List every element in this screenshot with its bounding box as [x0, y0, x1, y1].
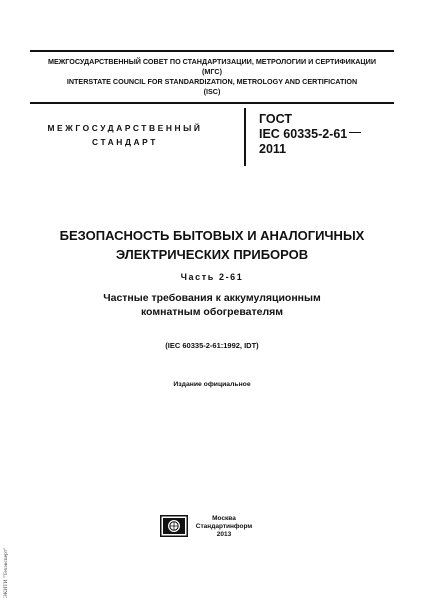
standard-type-line1: МЕЖГОСУДАРСТВЕННЫЙ — [47, 123, 203, 133]
subtitle-line1: Частные требования к аккумуляционным — [103, 292, 321, 304]
watermark — [3, 530, 13, 600]
publisher-city: Москва — [212, 515, 236, 522]
edition-note: Издание официальное — [173, 381, 251, 388]
subtitle-line2: комнатным обогревателям — [140, 306, 284, 318]
standard-type — [40, 121, 210, 149]
designation-dash — [349, 132, 361, 134]
document-subtitle — [0, 291, 424, 319]
publisher-name: Стандартинформ — [195, 523, 253, 530]
designation-gost: ГОСТ — [259, 112, 292, 126]
council-abbr-ru: (МГС) — [202, 67, 222, 76]
part-number: Часть 2-61 — [180, 272, 244, 282]
watermark-text: ЭКИТИ "Техэксперт" — [3, 547, 9, 598]
council-abbr-en: (ISC) — [203, 87, 221, 96]
title-line2: ЭЛЕКТРИЧЕСКИХ ПРИБОРОВ — [115, 247, 309, 262]
council-header — [30, 50, 394, 104]
title-line1: БЕЗОПАСНОСТЬ БЫТОВЫХ И АНАЛОГИЧНЫХ — [59, 228, 365, 243]
standard-designation — [259, 112, 361, 157]
council-name-ru: МЕЖГОСУДАРСТВЕННЫЙ СОВЕТ ПО СТАНДАРТИЗАЦИИ, МЕТРОЛОГИИ И СЕРТИФИКАЦИИ — [47, 57, 377, 66]
publisher-block — [194, 515, 254, 539]
standard-type-line2: СТАНДАРТ — [92, 137, 158, 147]
council-name-en: INTERSTATE COUNCIL FOR STANDARDIZATION, METROLOGY AND CERTIFICATION — [66, 77, 358, 86]
document-title — [0, 226, 424, 264]
designation-number: IEC 60335-2-61 — [259, 127, 348, 141]
standartinform-logo-icon — [160, 515, 188, 537]
iec-reference: (IEC 60335-2-61:1992, IDT) — [165, 341, 259, 350]
designation-year: 2011 — [259, 142, 287, 156]
divider-vertical — [244, 108, 246, 166]
publisher-year: 2013 — [216, 531, 232, 538]
